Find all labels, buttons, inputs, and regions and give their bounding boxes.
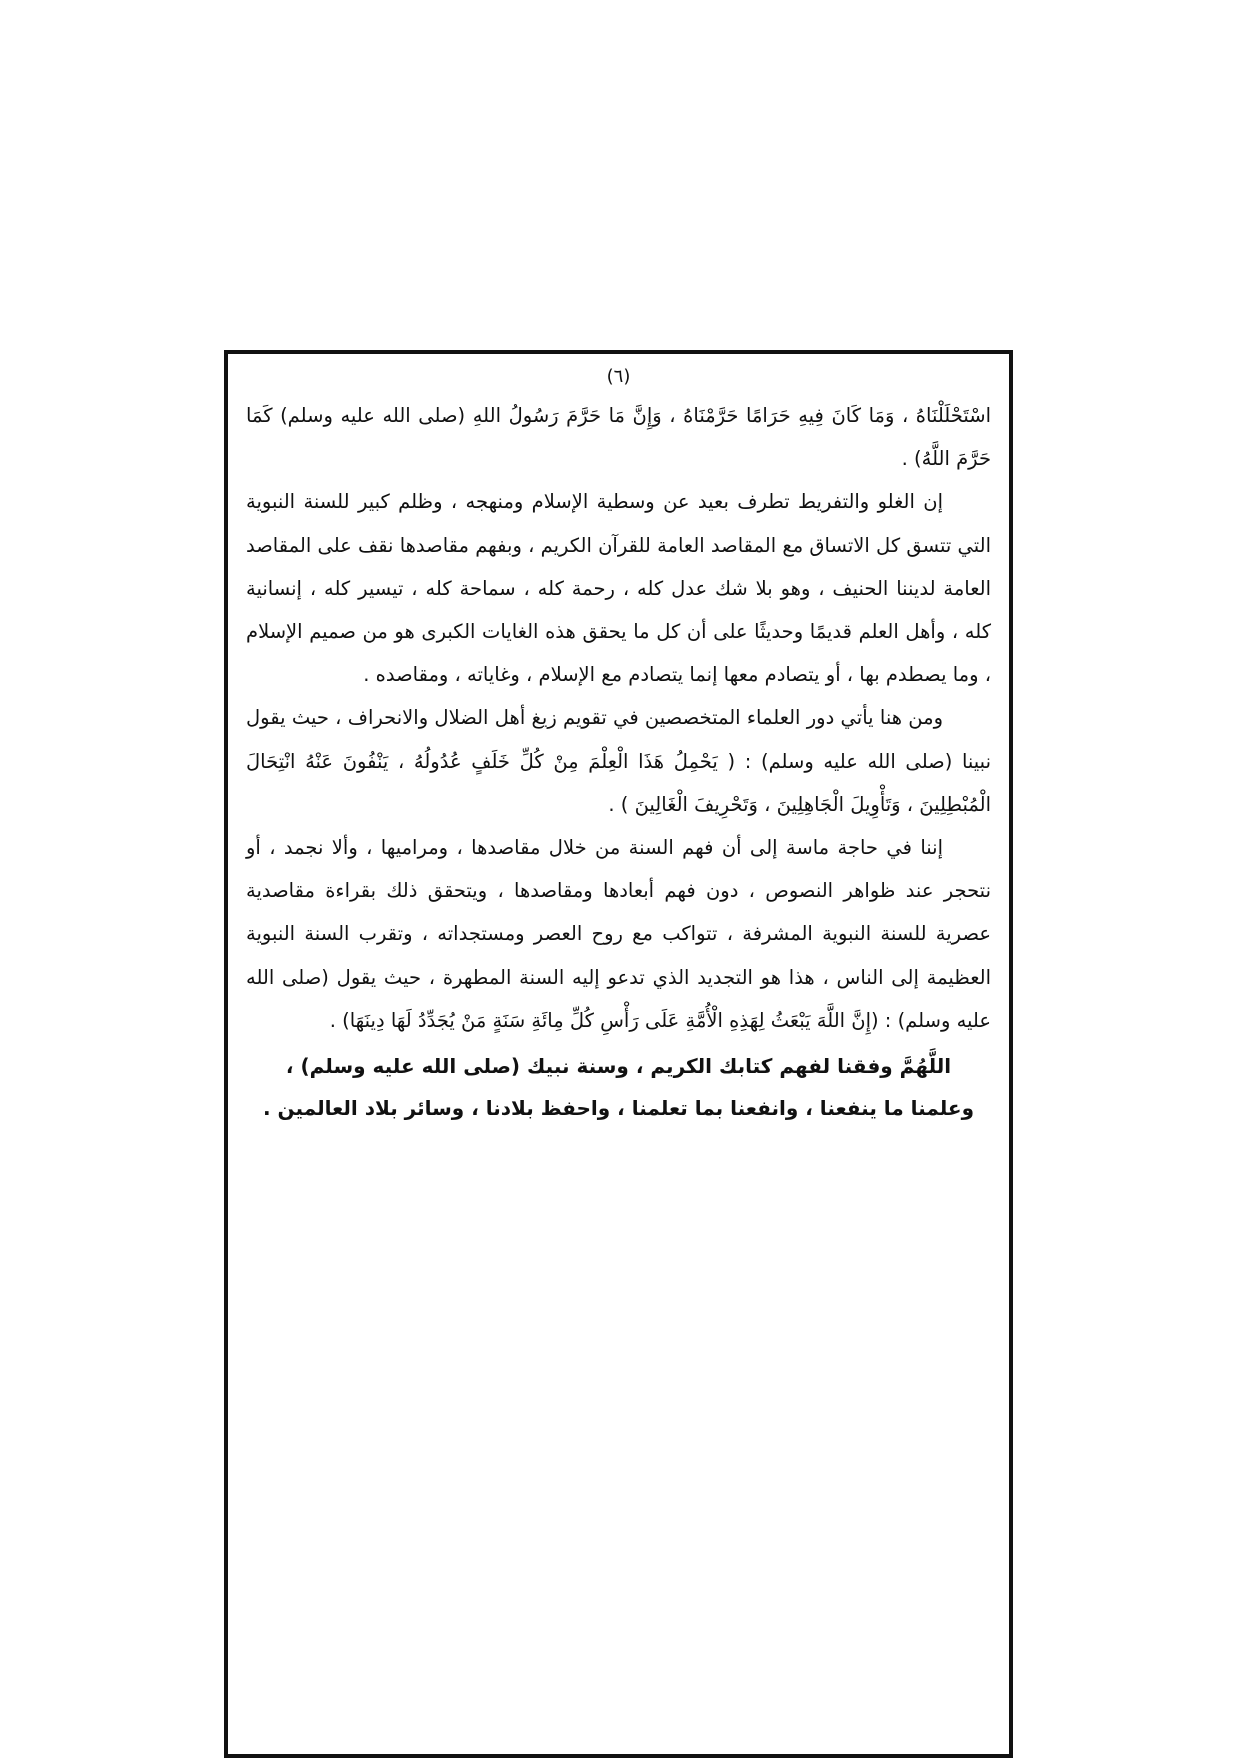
paragraph-extremism: إن الغلو والتفريط تطرف بعيد عن وسطية الإسلام ومنهجه ، وظلم كبير للسنة النبوية التي تتسق كل الاتساق مع المقاصد العامة للقرآن الكريم ، وبفهم مقاصدها نقف على المقاصد العامة لديننا الحنيف ، وهو بلا شك عدل كله ، رحمة كله ، سماحة كله ، تيسير كله ، إنسانية كله ، وأهل العلم قديمًا وحديثًا على أن كل ما يحقق هذه الغايات الكبرى هو من صميم الإسلام ، وما يصطدم بها ، أو يتصادم معها إنما يتصادم مع الإسلام ، وغاياته ، ومقاصده . (246, 490, 991, 687)
closing-prayer-line-2: وعلمنا ما ينفعنا ، وانفعنا بما تعلمنا ، واحفظ بلادنا ، وسائر بلاد العالمين . (262, 1096, 974, 1121)
closing-prayer-line-1: اللَّهُمَّ وفقنا لفهم كتابك الكريم ، وسنة نبيك (صلى الله عليه وسلم) ، (285, 1054, 952, 1079)
paragraph-scholars-role: ومن هنا يأتي دور العلماء المتخصصين في تقويم زيغ أهل الضلال والانحراف ، حيث يقول نبينا (صلى الله عليه وسلم) : ( يَحْمِلُ هَذَا الْعِلْمَ مِنْ كُلِّ خَلَفٍ عُدُولُهُ ، يَنْفُونَ عَنْهُ انْتِحَالَ الْمُبْطِلِينَ ، وَتَأْوِيلَ الْجَاهِلِينَ ، وَتَحْرِيفَ الْغَالِينَ ) . (246, 706, 991, 816)
page-frame (224, 350, 1013, 1758)
paragraph-renewal: إننا في حاجة ماسة إلى أن فهم السنة من خلال مقاصدها ، ومراميها ، وألا نجمد ، أو نتحجر عند ظواهر النصوص ، دون فهم أبعادها ومقاصدها ، ويتحقق ذلك بقراءة مقاصدية عصرية للسنة النبوية المشرفة ، تتواكب مع روح العصر ومستجداته ، وتقرب السنة النبوية العظيمة إلى الناس ، هذا هو التجديد الذي تدعو إليه السنة المطهرة ، حيث يقول (صلى الله عليه وسلم) : (إِنَّ اللَّهَ يَبْعَثُ لِهَذِهِ الْأُمَّةِ عَلَى رَأْسِ كُلِّ مِائَةِ سَنَةٍ مَنْ يُجَدِّدُ لَهَا دِينَهَا) . (246, 836, 991, 1032)
paragraph-hadith-continuation: اسْتَحْلَلْنَاهُ ، وَمَا كَانَ فِيهِ حَرَامًا حَرَّمْنَاهُ ، وَإِنَّ مَا حَرَّمَ رَسُولُ اللهِ (صلى الله عليه وسلم) كَمَا حَرَّمَ اللَّهُ) . (246, 404, 991, 471)
page-number: (٦) (606, 366, 631, 387)
page-body (246, 362, 991, 1126)
